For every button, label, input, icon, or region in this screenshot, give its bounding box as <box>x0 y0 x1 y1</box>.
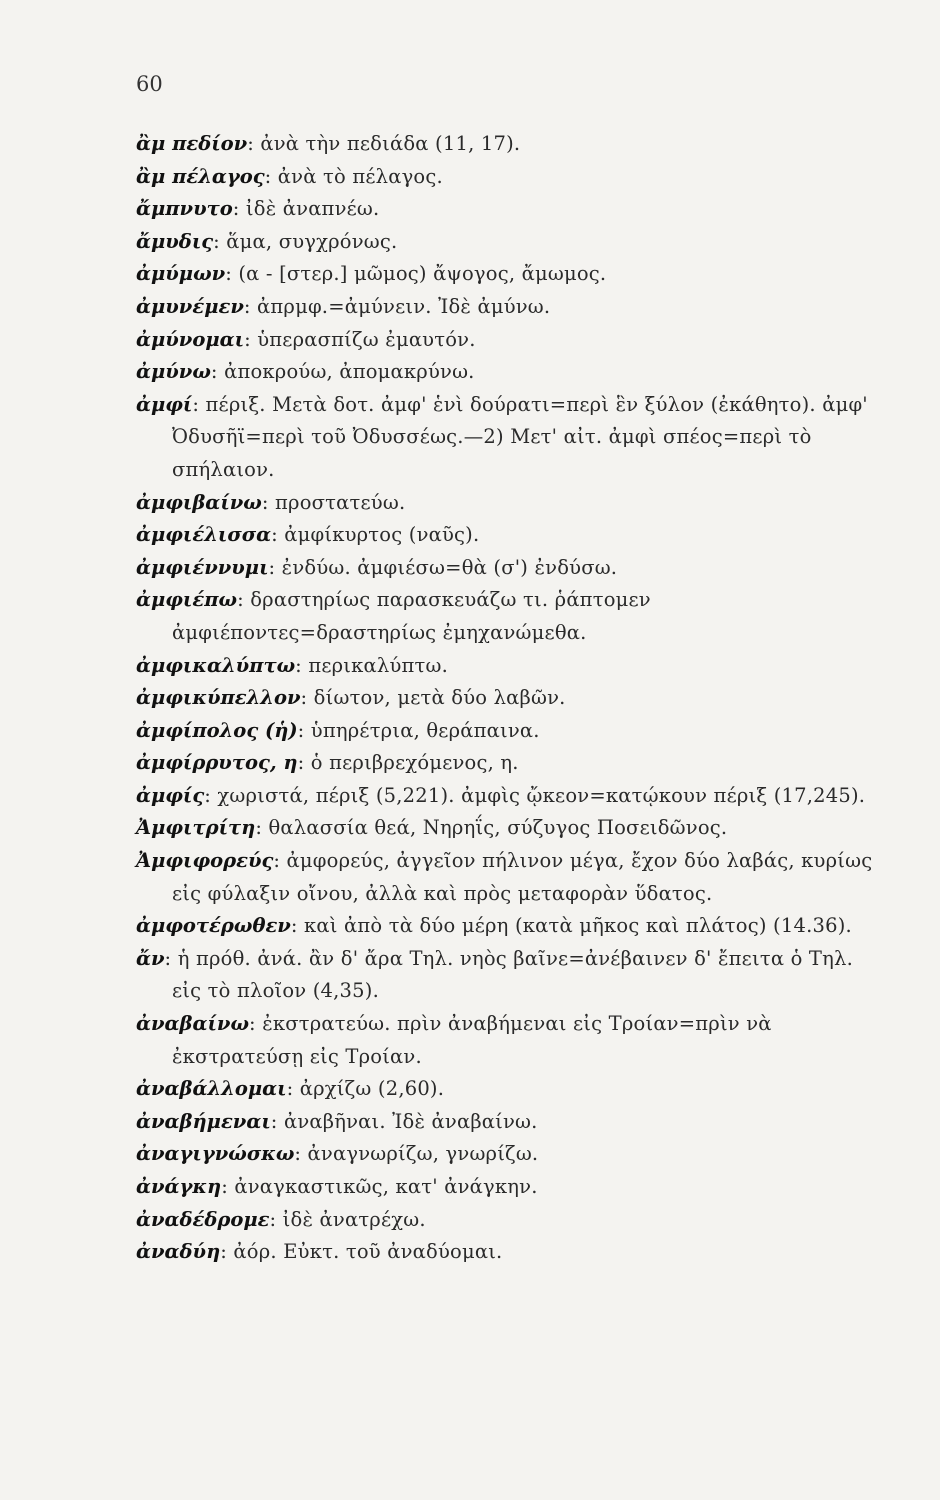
entry-definition: : ἰδὲ ἀναπνέω. <box>232 197 380 221</box>
entry-definition: : περικαλύπτω. <box>295 653 449 677</box>
dictionary-entry <box>136 324 876 357</box>
dictionary-entry <box>136 650 876 683</box>
entry-definition: : ἐκστρατεύω. πρὶν ἀναβήμεναι εἰς Τροίαν=πρὶν νὰ ἐκστρατεύσῃ εἰς Τροίαν. <box>172 1012 772 1068</box>
entry-headword: ἀναβάλλομαι <box>136 1077 287 1101</box>
entry-headword: ἀνάγκη <box>136 1175 222 1198</box>
entry-definition: : ἀόρ. Εὐκτ. τοῦ ἀναδύομαι. <box>220 1240 503 1264</box>
entry-headword: ἀναβαίνω <box>136 1012 250 1036</box>
entry-headword: ἀμφίπολος (ἡ) <box>136 718 298 742</box>
entry-headword: ἀναδύη <box>136 1240 221 1264</box>
dictionary-entry <box>136 552 876 585</box>
entry-headword: ἀμφοτέρωθεν <box>136 914 291 938</box>
entry-definition: : δίωτον, μετὰ δύο λαβῶν. <box>300 686 566 710</box>
entry-definition: : ἀνὰ τὴν πεδιάδα (11, 17). <box>247 132 521 155</box>
entry-definition: : ἀμφορεύς, ἀγγεῖον πήλινον μέγα, ἔχον δύο λαβάς, κυρίως εἰς φύλαξιν οἴνου, ἀλλὰ καὶ πρὸς μεταφορὰν ὕδατος. <box>172 849 873 905</box>
entry-definition: : (α - [στερ.] μῶμος) ἄψογος, ἄμωμος. <box>225 262 607 286</box>
dictionary-entry <box>136 812 876 845</box>
entry-headword: Ἀμφιφορεύς <box>136 849 274 873</box>
entry-definition: : ἐνδύω. ἀμφιέσω=θὰ (σ') ἐνδύσω. <box>268 555 618 579</box>
entry-definition: : ἀποκρούω, ἀπομακρύνω. <box>210 360 475 384</box>
entry-headword: ἀμύνω <box>136 360 211 384</box>
entry-headword: Ἀμφιτρίτη <box>136 816 256 840</box>
entry-headword: ἄμπνυτο <box>136 197 233 221</box>
dictionary-entry <box>136 1008 876 1073</box>
entry-definition: : ἀμφίκυρτος (ναῦς). <box>271 523 480 547</box>
entry-headword: ἀμφικαλύπτω <box>136 653 296 677</box>
dictionary-entry <box>136 682 876 715</box>
entry-definition: : ὑπηρέτρια, θεράπαινα. <box>297 718 540 742</box>
entry-definition: : ὑπερασπίζω ἐμαυτόν. <box>244 327 476 351</box>
entry-headword: ἀμφίς <box>136 783 205 807</box>
entry-headword: ἀναβήμεναι <box>136 1109 271 1133</box>
dictionary-entry <box>136 1106 876 1139</box>
entry-headword: ἀναδέδρομε <box>136 1207 270 1231</box>
dictionary-entry <box>136 226 876 259</box>
entry-definition: : ἀνὰ τὸ πέλαγος. <box>264 164 443 188</box>
entry-definition: : πέριξ. Μετὰ δοτ. ἀμφ' ἑνὶ δούρατι=περὶ ἓν ξύλον (ἐκάθητο). ἀμφ' Ὀδυσῆϊ=περὶ τοῦ Ὀδυσσέως.—2) Μετ' αἰτ. ἀμφὶ σπέος=περὶ τὸ σπήλαιον. <box>172 392 868 481</box>
dictionary-entry <box>136 943 876 1008</box>
dictionary-entry <box>136 128 876 161</box>
entry-headword: ἀμφιέπω <box>136 588 238 612</box>
entry-definition: : ὁ περιβρεχόμενος, η. <box>297 751 519 775</box>
entry-definition: : δραστηρίως παρασκευάζω τι. ῥάπτομεν ἀμφιέποντες=δραστηρίως ἐμηχανώμεθα. <box>172 588 651 644</box>
entry-headword: ἀμύμων <box>136 262 226 286</box>
entry-definition: : ἰδὲ ἀνατρέχω. <box>269 1207 426 1231</box>
entry-headword: ἄν <box>136 946 165 970</box>
entry-headword: ἀμφικύπελλον <box>136 686 301 710</box>
dictionary-entry <box>136 845 876 910</box>
dictionary-entry <box>136 1236 876 1269</box>
entry-definition: : ἀναβῆναι. Ἰδὲ ἀναβαίνω. <box>270 1109 538 1133</box>
entry-headword: ἂμ πέλαγος <box>136 164 265 188</box>
entry-headword: ἂμ πεδίον <box>136 132 248 155</box>
entry-headword: ἀμφιβαίνω <box>136 490 262 514</box>
dictionary-entry <box>136 780 876 813</box>
dictionary-entry <box>136 258 876 291</box>
entry-headword: ἀναγιγνώσκω <box>136 1142 295 1166</box>
entry-headword: ἀμφίρρυτος, η <box>136 751 298 775</box>
entry-definition: : ἀναγκαστικῶς, κατ' ἀνάγκην. <box>221 1175 538 1198</box>
dictionary-entry <box>136 389 876 487</box>
entry-definition: : χωριστά, πέριξ (5,221). ἀμφὶς ᾤκεον=κατῴκουν πέριξ (17,245). <box>204 783 866 807</box>
entry-headword: ἄμυδις <box>136 229 214 253</box>
entry-definition: : προστατεύω. <box>261 490 406 514</box>
entry-definition: : ἡ πρόθ. ἀνά. ἂν δ' ἄρα Τηλ. νηὸς βαῖνε=ἀνέβαινεν δ' ἔπειτα ὁ Τηλ. εἰς τὸ πλοῖον (4,35). <box>164 946 853 1003</box>
entry-headword: ἀμφιέννυμι <box>136 555 269 579</box>
entry-definition: : καὶ ἀπὸ τὰ δύο μέρη (κατὰ μῆκος καὶ πλάτος) (14.36). <box>290 914 852 938</box>
dictionary-entry <box>136 910 876 943</box>
entry-definition: : ἅμα, συγχρόνως. <box>213 229 398 253</box>
dictionary-entry <box>136 1073 876 1106</box>
entry-headword: ἀμύνομαι <box>136 327 245 351</box>
entry-definition: : ἀναγνωρίζω, γνωρίζω. <box>294 1142 539 1166</box>
dictionary-entry <box>136 1171 876 1204</box>
entry-headword: ἀμφιέλισσα <box>136 523 272 547</box>
dictionary-entry <box>136 161 876 194</box>
dictionary-entry <box>136 1204 876 1237</box>
dictionary-entry <box>136 584 876 649</box>
entry-headword: ἀμφί <box>136 392 193 416</box>
dictionary-entry <box>136 747 876 780</box>
dictionary-entry <box>136 356 876 389</box>
dictionary-entry <box>136 519 876 552</box>
entry-headword: ἀμυνέμεν <box>136 294 244 318</box>
dictionary-entry <box>136 487 876 520</box>
entry-definition: : θαλασσία θεά, Νηρηΐς, σύζυγος Ποσειδῶνος. <box>255 816 728 840</box>
entry-definition: : ἀπρμφ.=ἀμύνειν. Ἰδὲ ἀμύνω. <box>243 294 551 318</box>
page-number: 60 <box>136 72 163 96</box>
dictionary-entry <box>136 193 876 226</box>
dictionary-entry <box>136 715 876 748</box>
entry-definition: : ἀρχίζω (2,60). <box>286 1077 445 1101</box>
dictionary-entry <box>136 1138 876 1171</box>
dictionary-entry <box>136 291 876 324</box>
dictionary-entries <box>136 128 876 1269</box>
